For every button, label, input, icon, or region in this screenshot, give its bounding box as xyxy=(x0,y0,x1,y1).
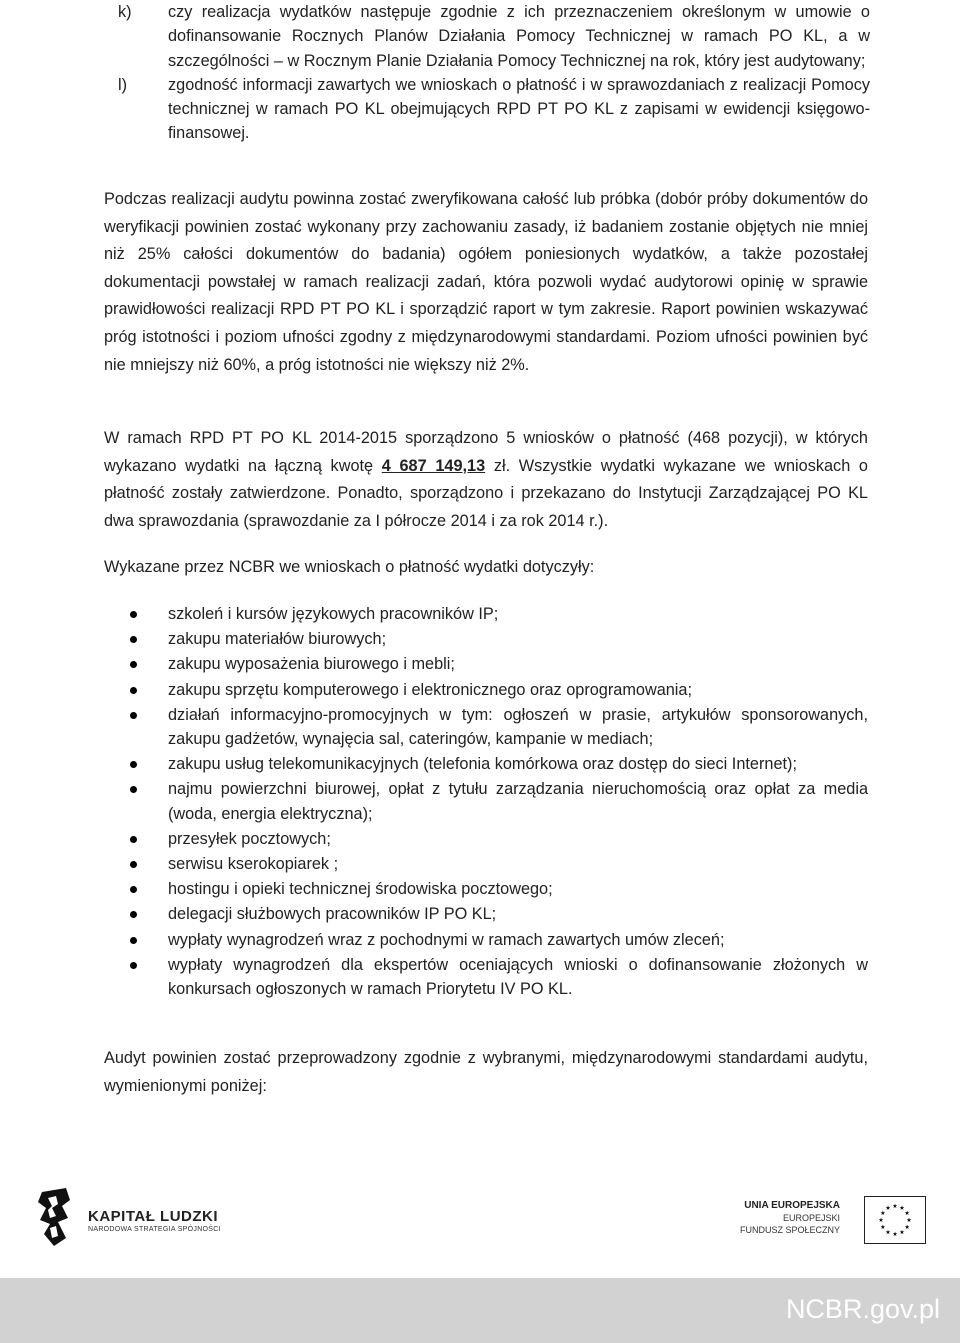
list-item-text: przesyłek pocztowych; xyxy=(168,829,331,848)
list-item-text: delegacji służbowych pracowników IP PO KL; xyxy=(168,905,497,924)
list-item xyxy=(104,703,868,752)
eu-flag-icon xyxy=(864,1196,926,1244)
paragraph-text: W ramach RPD PT PO KL 2014-2015 sporządzono 5 wniosków o płatność (468 pozycji), w których wykazano wydatki na łączną kwotę xyxy=(104,429,868,475)
list-item-l xyxy=(108,73,870,146)
eu-star-icon xyxy=(900,1205,905,1209)
eu-star-icon xyxy=(881,1225,886,1229)
bullet-icon xyxy=(130,661,137,668)
payment-claims-paragraph xyxy=(104,425,868,535)
expenses-intro-paragraph: Wykazane przez NCBR we wnioskach o płatność wydatki dotyczyły: xyxy=(104,558,595,576)
eu-star-icon xyxy=(893,1204,898,1208)
list-item-text: czy realizacja wydatków następuje zgodnie z ich przeznaczeniem określonym w umowie o dofinansowanie Rocznych Planów Działania Pomocy Technicznej w ramach PO KL, a w szczególności – w Rocznym Planie Działania Pomocy Technicznej na rok, który jest audytowany; xyxy=(168,3,870,70)
bullet-icon xyxy=(130,937,137,944)
list-item-text: działań informacyjno-promocyjnych w tym: ogłoszeń w prasie, artykułów sponsorowanych, zakupu gadżetów, wynajęcia sal, cateringów, kampanie w mediach; xyxy=(168,705,868,749)
list-item-text: najmu powierzchni biurowej, opłat z tytułu zarządzania nieruchomością oraz opłat za media (woda, energia elektryczna); xyxy=(168,780,868,823)
bullet-icon xyxy=(130,687,137,694)
eu-star-icon xyxy=(905,1211,910,1215)
bullet-icon xyxy=(130,861,137,868)
list-item-text: zakupu sprzętu komputerowego i elektronicznego oraz oprogramowania; xyxy=(168,680,693,699)
list-item-text: hostingu i opieki technicznej środowiska pocztowego; xyxy=(168,880,553,899)
eu-star-icon xyxy=(879,1218,884,1222)
audit-standards-paragraph: Audyt powinien zostać przeprowadzony zgodnie z wybranymi, międzynarodowymi standardami audytu, wymienionymi poniżej: xyxy=(104,1049,868,1095)
eu-line-2: EUROPEJSKI xyxy=(782,1213,840,1223)
list-item xyxy=(104,827,868,851)
eu-star-icon xyxy=(886,1230,891,1234)
list-item xyxy=(104,877,868,901)
lettered-list xyxy=(108,0,870,146)
eu-star-icon xyxy=(907,1218,912,1222)
kapital-ludzki-logo xyxy=(36,1188,226,1250)
list-item xyxy=(104,953,868,1002)
bullet-icon xyxy=(130,786,137,793)
expenses-list xyxy=(104,602,868,1002)
list-item xyxy=(104,928,868,952)
list-item xyxy=(104,777,868,826)
eu-line-1: UNIA EUROPEJSKA xyxy=(744,1200,840,1211)
eu-line-3: FUNDUSZ SPOŁECZNY xyxy=(739,1225,840,1235)
kl-subtitle: NARODOWA STRATEGIA SPÓJNOŚCI xyxy=(88,1226,221,1233)
list-item-text: zgodność informacji zawartych we wnioskach o płatność i w sprawozdaniach z realizacji Pomocy technicznej w ramach PO KL obejmujących RPD PT PO KL z zapisami w ewidencji księgowo-finansowej. xyxy=(168,75,870,143)
list-item xyxy=(104,852,868,876)
bullet-icon xyxy=(130,836,137,843)
footer-bar xyxy=(0,1278,960,1343)
list-item-text: zakupu usług telekomunikacyjnych (telefonia komórkowa oraz dostęp do sieci Internet); xyxy=(168,755,797,774)
audit-scope-paragraph: Podczas realizacji audytu powinna zostać zweryfikowana całość lub próbka (dobór próby dokumentów do weryfikacji powinien zostać wykonany przy zachowaniu zasady, iż badaniem zostanie objętych nie mniej niż 25% całości dokumentów do badania) ogółem poniesionych wydatków, a także pozostałej dokumentacji powstałej w ramach realizacji zadań, która pozwoli wydać audytorowi opinię w sprawie prawidłowości realizacji RPD PT PO KL i sporządzić raport w tym zakresie. Raport powinien wskazywać próg istotności i poziom ufności zgodny z międzynarodowymi standardami. Poziom ufności powinien być nie mniejszy niż 60%, a próg istotności nie większy niż 2%. xyxy=(104,190,868,374)
bullet-icon xyxy=(130,761,137,768)
list-item-text: zakupu wyposażenia biurowego i mebli; xyxy=(168,655,455,674)
list-item-text: serwisu kserokopiarek ; xyxy=(168,855,339,874)
kl-title: KAPITAŁ LUDZKI xyxy=(88,1208,219,1225)
list-item-k xyxy=(108,0,870,73)
bullet-icon xyxy=(130,636,137,643)
bullet-icon xyxy=(130,886,137,893)
list-item-text: wypłaty wynagrodzeń dla ekspertów oceniających wnioski o dofinansowanie złożonych w konkursach ogłoszonych w ramach Priorytetu IV PO KL. xyxy=(168,955,868,999)
total-amount: 4 687 149,13 xyxy=(381,456,486,475)
list-item xyxy=(104,902,868,926)
list-item-text: szkoleń i kursów językowych pracowników IP; xyxy=(168,605,499,623)
eu-star-icon xyxy=(881,1211,886,1215)
eu-star-icon xyxy=(893,1232,898,1236)
bullet-icon xyxy=(130,962,137,969)
eu-logo xyxy=(730,1196,930,1254)
site-link[interactable]: NCBR.gov.pl xyxy=(785,1294,940,1324)
paragraph-text: zł. Wszystkie wydatki wykazane we wnioskach o płatność zostały zatwierdzone. Ponadto, sporządzono i przekazano do Instytucji Zarządzającej PO KL dwa sprawozdania (sprawozdanie za I półrocze 2014 i za rok 2014 r.). xyxy=(104,456,868,530)
list-item xyxy=(104,678,868,702)
list-item-text: zakupu materiałów biurowych; xyxy=(168,630,387,649)
bullet-icon xyxy=(130,911,137,918)
eu-star-icon xyxy=(900,1230,905,1234)
bullet-icon xyxy=(130,611,137,618)
list-item-label: k) xyxy=(118,3,132,21)
list-item xyxy=(104,652,868,676)
kapital-ludzki-mark-icon xyxy=(36,1188,72,1248)
bullet-icon xyxy=(130,712,137,719)
list-item xyxy=(104,602,868,626)
list-item-label: l) xyxy=(118,75,128,94)
eu-text xyxy=(740,1200,840,1236)
list-item-text: wypłaty wynagrodzeń wraz z pochodnymi w ramach zawartych umów zleceń; xyxy=(168,930,725,949)
eu-star-icon xyxy=(886,1205,891,1209)
list-item xyxy=(104,752,868,776)
list-item xyxy=(104,627,868,651)
eu-star-icon xyxy=(905,1225,910,1229)
